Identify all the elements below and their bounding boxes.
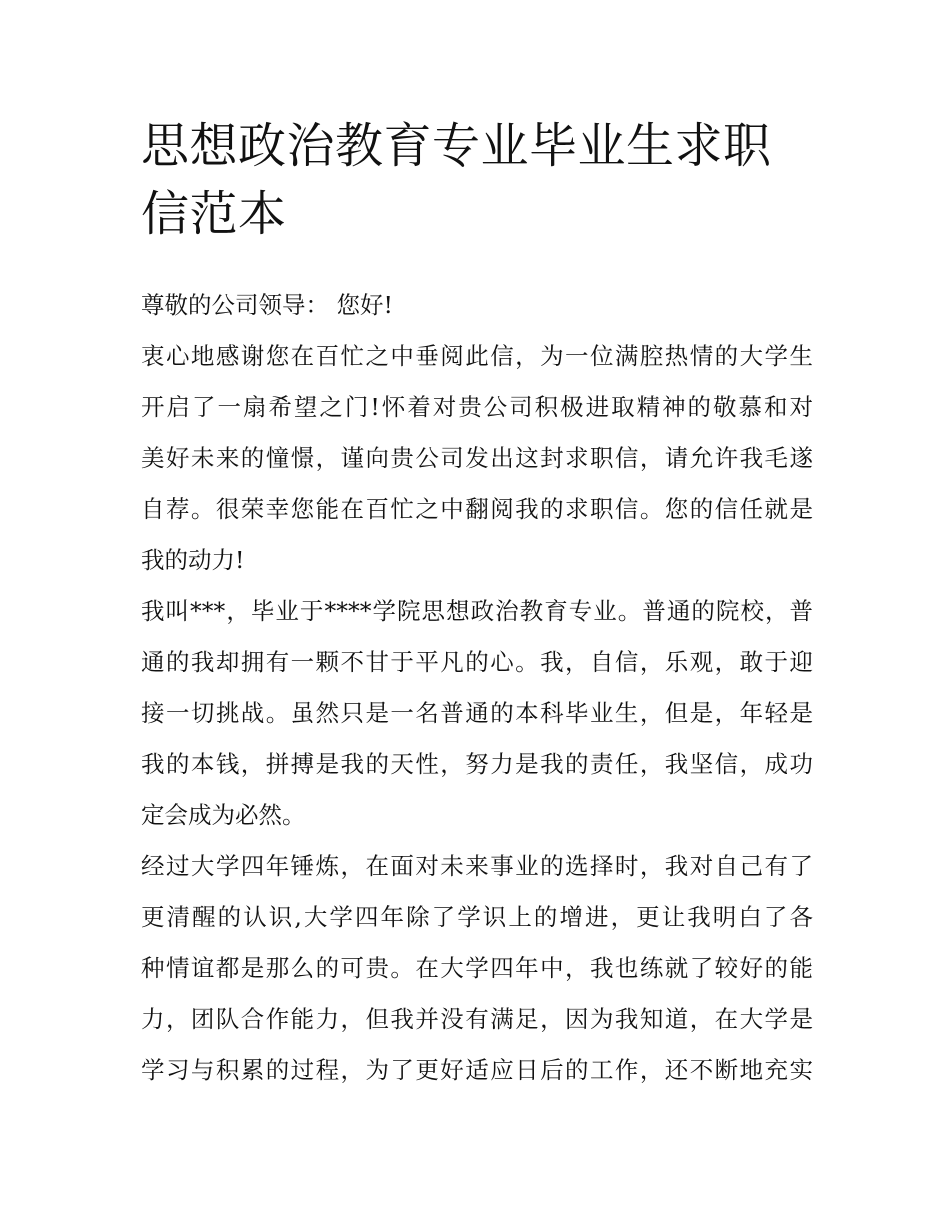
- paragraph-line: 美好未来的憧憬，谨向贵公司发出这封求职信，请允许我毛遂: [141, 444, 813, 472]
- title-line-1: 思想政治教育专业毕业生求职: [141, 118, 772, 174]
- paragraph-line: 我的本钱，拼搏是我的天性，努力是我的责任，我坚信，成功: [141, 750, 813, 778]
- paragraph-line: 通的我却拥有一颗不甘于平凡的心。我，自信，乐观，敢于迎: [141, 648, 813, 676]
- paragraph-line: 自荐。很荣幸您能在百忙之中翻阅我的求职信。您的信任就是: [141, 495, 813, 523]
- title-line-2: 信范本: [141, 186, 287, 242]
- paragraph-line: 学习与积累的过程，为了更好适应日后的工作，还不断地充实: [141, 1056, 813, 1084]
- paragraph-line: 我的动力!: [141, 546, 245, 574]
- paragraph-line: 我叫***，毕业于****学院思想政治教育专业。普通的院校，普: [141, 597, 813, 625]
- paragraph-line: 经过大学四年锤炼，在面对未来事业的选择时，我对自己有了: [141, 852, 813, 880]
- page-title: [141, 112, 821, 248]
- paragraph-line: 开启了一扇希望之门!怀着对贵公司积极进取精神的敬慕和对: [141, 393, 813, 421]
- salutation-line: 尊敬的公司领导： 您好!: [141, 291, 393, 319]
- paragraph-line: 接一切挑战。虽然只是一名普通的本科毕业生，但是，年轻是: [141, 699, 813, 727]
- paragraph-line: 定会成为必然。: [141, 801, 306, 829]
- paragraph-line: 更清醒的认识,大学四年除了学识上的增进，更让我明白了各: [141, 903, 813, 931]
- paragraph-line: 衷心地感谢您在百忙之中垂阅此信，为一位满腔热情的大学生: [141, 342, 813, 370]
- paragraph-line: 种情谊都是那么的可贵。在大学四年中，我也练就了较好的能: [141, 954, 813, 982]
- paragraph-line: 力，团队合作能力，但我并没有满足，因为我知道，在大学是: [141, 1005, 813, 1033]
- letter-body: [141, 280, 813, 1096]
